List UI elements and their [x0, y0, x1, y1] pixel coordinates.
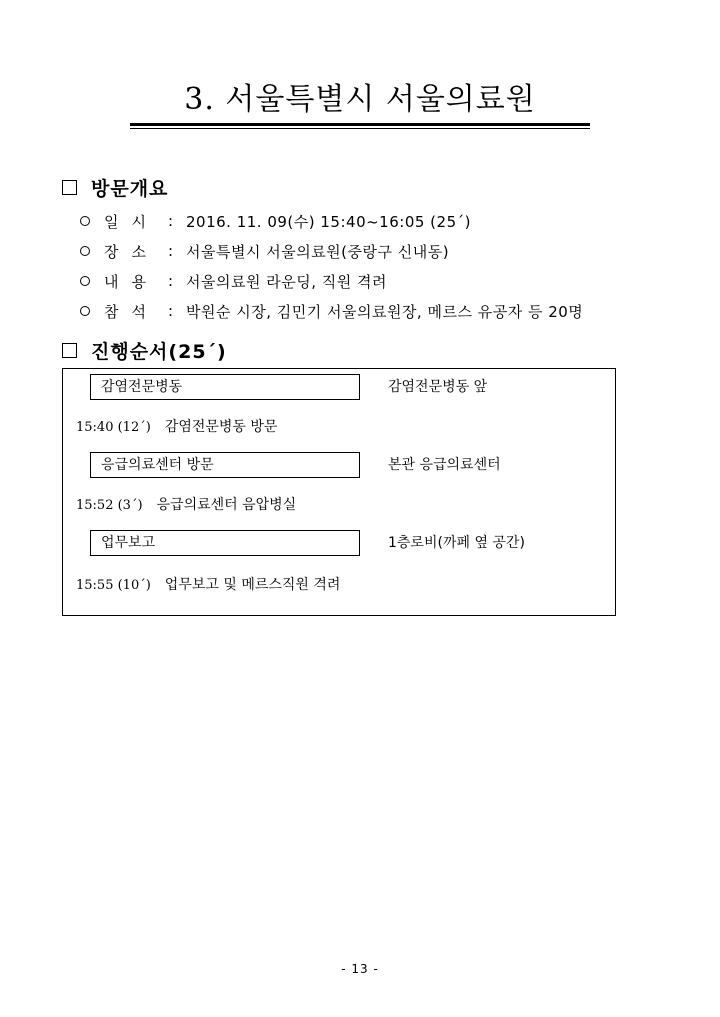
overview-heading-label: 방문개요	[91, 177, 169, 200]
step-detail: 감염전문병동 방문	[164, 419, 278, 435]
overview-value: 2016. 11. 09(수) 15:40~16:05 (25´)	[186, 212, 471, 231]
overview-row-place	[80, 236, 680, 266]
title-underline	[130, 123, 590, 126]
colon: :	[168, 272, 174, 290]
step-location: 감염전문병동 앞	[388, 379, 488, 395]
circle-bullet-icon	[80, 306, 90, 316]
overview-key: 내용	[104, 272, 159, 291]
step-box: 감염전문병동	[90, 374, 360, 400]
overview-list	[80, 206, 680, 326]
overview-key: 참석	[104, 302, 159, 321]
overview-value: 박원순 시장, 김민기 서울의료원장, 메르스 유공자 등 20명	[186, 302, 584, 321]
overview-heading	[62, 174, 168, 200]
step-line	[76, 417, 277, 438]
colon: :	[168, 302, 174, 320]
overview-key: 일시	[104, 212, 159, 231]
step-time: 15:40 (12´)	[76, 420, 151, 435]
step-box: 응급의료센터 방문	[90, 452, 360, 478]
overview-value: 서울특별시 서울의료원(중랑구 신내동)	[186, 242, 450, 261]
step-line	[76, 575, 340, 596]
overview-value: 서울의료원 라운딩, 직원 격려	[186, 272, 387, 291]
schedule-heading	[62, 337, 227, 363]
step-detail: 응급의료센터 음압병실	[156, 497, 297, 513]
page-number: - 13 -	[341, 962, 379, 976]
schedule-box	[62, 368, 616, 616]
colon: :	[168, 242, 174, 260]
step-detail: 업무보고 및 메르스직원 격려	[164, 577, 341, 593]
overview-row-date	[80, 206, 680, 236]
circle-bullet-icon	[80, 246, 90, 256]
checkbox-icon	[62, 343, 77, 358]
step-location: 1층로비(까페 옆 공간)	[388, 535, 525, 551]
colon: :	[168, 212, 174, 230]
page-title: 3. 서울특별시 서울의료원	[184, 82, 536, 117]
checkbox-icon	[62, 180, 77, 195]
title-underline-thin	[130, 128, 590, 129]
step-line	[76, 495, 296, 516]
step-time: 15:52 (3´)	[76, 498, 143, 513]
overview-key: 장소	[104, 242, 159, 261]
overview-row-attendees	[80, 296, 680, 326]
circle-bullet-icon	[80, 276, 90, 286]
step-time: 15:55 (10´)	[76, 578, 151, 593]
step-location: 본관 응급의료센터	[388, 457, 501, 473]
step-box: 업무보고	[90, 530, 360, 556]
overview-row-content	[80, 266, 680, 296]
circle-bullet-icon	[80, 216, 90, 226]
schedule-heading-label: 진행순서(25´)	[91, 340, 227, 363]
